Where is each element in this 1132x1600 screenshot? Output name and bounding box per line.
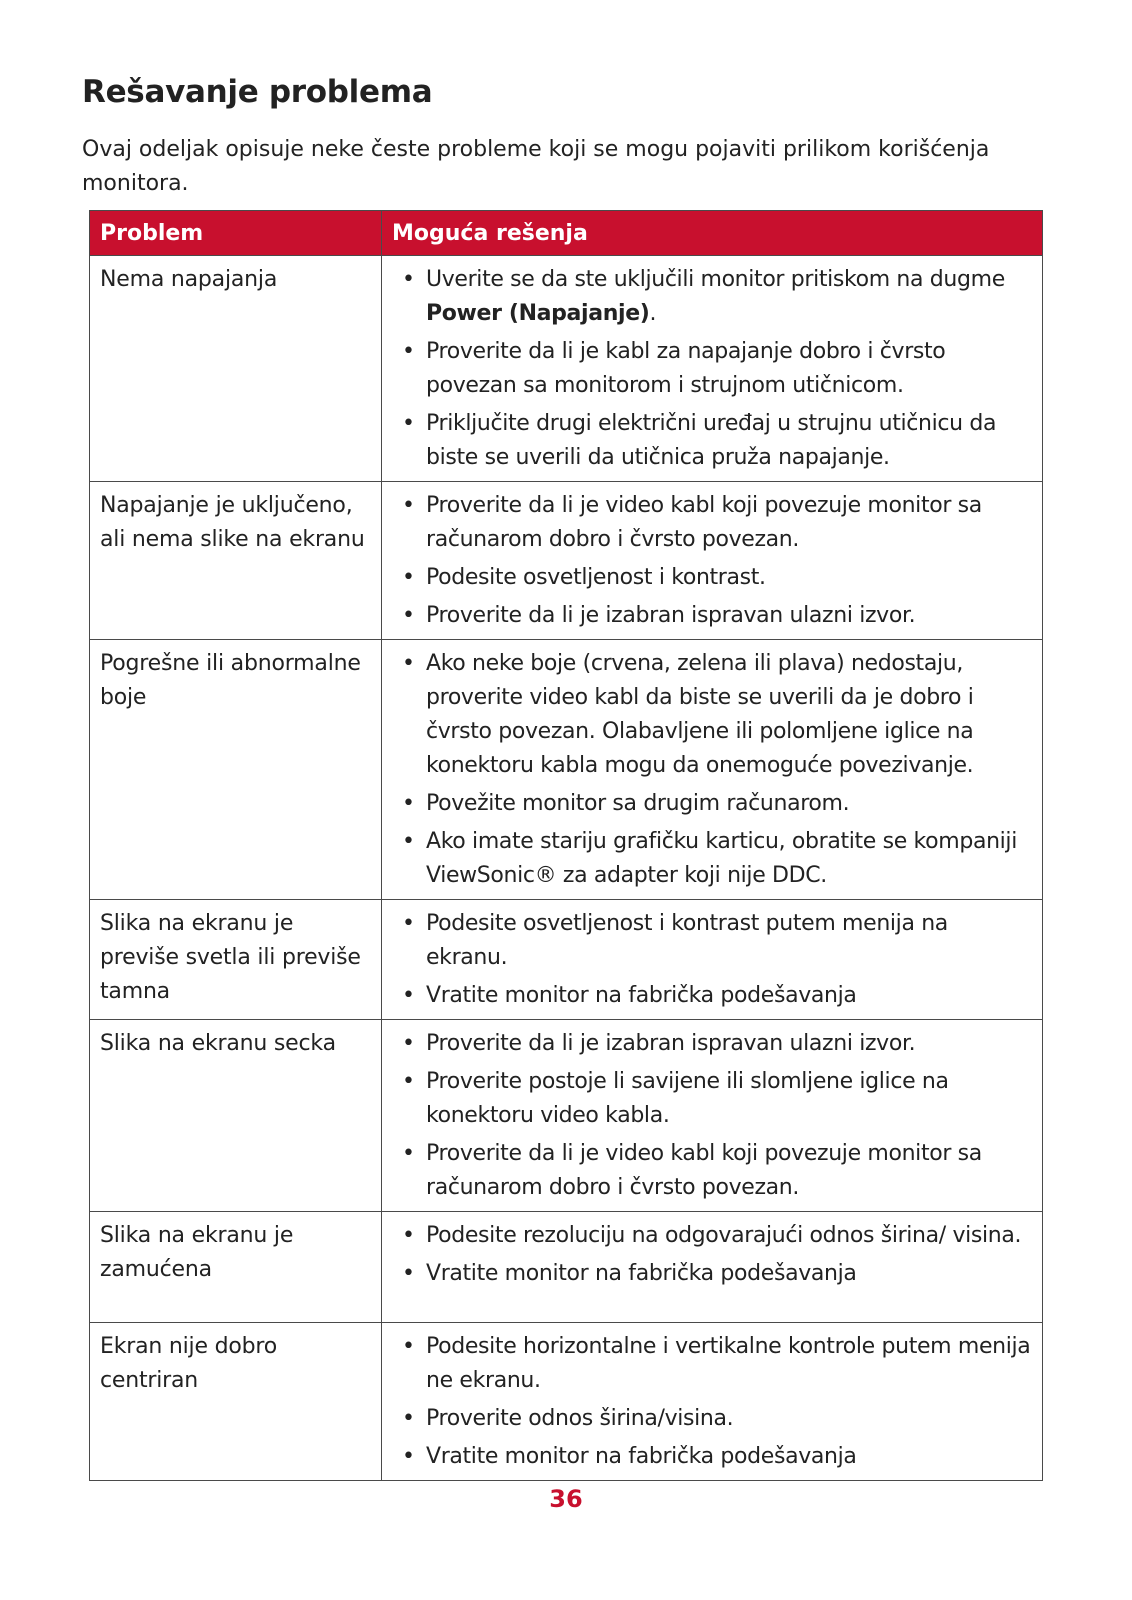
solutions-cell: [382, 1212, 1043, 1323]
solution-item: [392, 979, 1034, 1013]
solution-text: Podesite horizontalne i vertikalne kontrole putem menija ne ekranu.: [426, 1334, 1031, 1393]
solution-item: [392, 599, 1034, 633]
solutions-list: [392, 1219, 1034, 1291]
table-row: [90, 900, 1043, 1020]
solution-text: Podesite rezoluciju na odgovarajući odnos širina/ visina.: [426, 1223, 1022, 1248]
solution-item: [392, 825, 1034, 893]
solution-text: Vratite monitor na fabrička podešavanja: [426, 1261, 857, 1286]
solution-text: Proverite da li je video kabl koji povezuje monitor sa računarom dobro i čvrsto povezan.: [426, 1141, 982, 1200]
solution-text: Vratite monitor na fabrička podešavanja: [426, 983, 857, 1008]
troubleshooting-table: [89, 210, 1043, 1481]
page-number: 36: [549, 1485, 583, 1513]
solution-item: [392, 1440, 1034, 1474]
table-row: [90, 640, 1043, 900]
button-name-emphasis: Power (Napajanje): [426, 301, 650, 326]
solutions-list: [392, 907, 1034, 1013]
solution-item: [392, 1137, 1034, 1205]
solution-text: Proverite da li je kabl za napajanje dobro i čvrsto povezan sa monitorom i strujnom utičnicom.: [426, 339, 946, 398]
solution-text: Podesite osvetljenost i kontrast.: [426, 565, 766, 590]
solution-text: Proverite da li je izabran ispravan ulazni izvor.: [426, 1031, 916, 1056]
solutions-cell: [382, 640, 1043, 900]
solution-item: [392, 787, 1034, 821]
solution-text: Uverite se da ste uključili monitor pritiskom na dugme: [426, 267, 1005, 292]
solutions-list: [392, 1330, 1034, 1474]
table-body: [90, 256, 1043, 1481]
solution-item: [392, 1257, 1034, 1291]
solution-item: [392, 907, 1034, 975]
solution-item: [392, 1402, 1034, 1436]
table-header-row: [90, 211, 1043, 256]
problem-cell: Nema napajanja: [90, 256, 382, 482]
solutions-list: [392, 647, 1034, 893]
solutions-cell: [382, 1020, 1043, 1212]
solution-text: Proverite da li je video kabl koji povezuje monitor sa računarom dobro i čvrsto povezan.: [426, 493, 982, 552]
solutions-cell: [382, 256, 1043, 482]
problem-cell: Ekran nije dobro centriran: [90, 1323, 382, 1481]
table-row: [90, 482, 1043, 640]
solution-text: Proverite da li je izabran ispravan ulazni izvor.: [426, 603, 916, 628]
solution-item: [392, 335, 1034, 403]
solution-item: [392, 561, 1034, 595]
table-row: [90, 1020, 1043, 1212]
problem-cell: Slika na ekranu je zamućena: [90, 1212, 382, 1323]
solution-item: [392, 1219, 1034, 1253]
problem-cell: Slika na ekranu je previše svetla ili previše tamna: [90, 900, 382, 1020]
solution-text: Proverite postoje li savijene ili slomljene iglice na konektoru video kabla.: [426, 1069, 949, 1128]
solution-text-end: .: [649, 301, 657, 326]
solution-text: Priključite drugi električni uređaj u strujnu utičnicu da biste se uverili da utičnica pruža napajanje.: [426, 411, 997, 470]
solution-item: [392, 1065, 1034, 1133]
solution-item: [392, 647, 1034, 783]
problem-cell: Napajanje je uključeno, ali nema slike na ekranu: [90, 482, 382, 640]
solution-item: [392, 1027, 1034, 1061]
solution-text: Povežite monitor sa drugim računarom.: [426, 791, 850, 816]
intro-paragraph: Ovaj odeljak opisuje neke česte probleme koji se mogu pojaviti prilikom korišćenja monitora.: [82, 137, 990, 196]
solution-text: Podesite osvetljenost i kontrast putem menija na ekranu.: [426, 911, 948, 970]
table-row: [90, 1323, 1043, 1481]
solutions-list: [392, 263, 1034, 475]
table-row: [90, 256, 1043, 482]
solutions-list: [392, 1027, 1034, 1205]
solutions-list: [392, 489, 1034, 633]
solution-text: Ako imate stariju grafičku karticu, obratite se kompaniji ViewSonic® za adapter koji nije DDC.: [426, 829, 1017, 888]
solution-item: [392, 489, 1034, 557]
solutions-cell: [382, 900, 1043, 1020]
problem-cell: Slika na ekranu secka: [90, 1020, 382, 1212]
solution-text: Proverite odnos širina/visina.: [426, 1406, 734, 1431]
table-row: [90, 1212, 1043, 1323]
page-title: Rešavanje problema: [82, 74, 433, 110]
solution-text: Ako neke boje (crvena, zelena ili plava) nedostaju, proverite video kabl da biste se uverili da je dobro i čvrsto povezan. Olabavljene ili polomljene iglice na konektoru kabla mogu da onemoguće povezivanje.: [426, 651, 974, 778]
solution-text: Vratite monitor na fabrička podešavanja: [426, 1444, 857, 1469]
problem-cell: Pogrešne ili abnormalne boje: [90, 640, 382, 900]
solution-item: [392, 1330, 1034, 1398]
solutions-cell: [382, 1323, 1043, 1481]
header-solutions: Moguća rešenja: [382, 211, 1043, 256]
header-problem: Problem: [90, 211, 382, 256]
solutions-cell: [382, 482, 1043, 640]
solution-item: [392, 407, 1034, 475]
solution-item: [392, 263, 1034, 331]
